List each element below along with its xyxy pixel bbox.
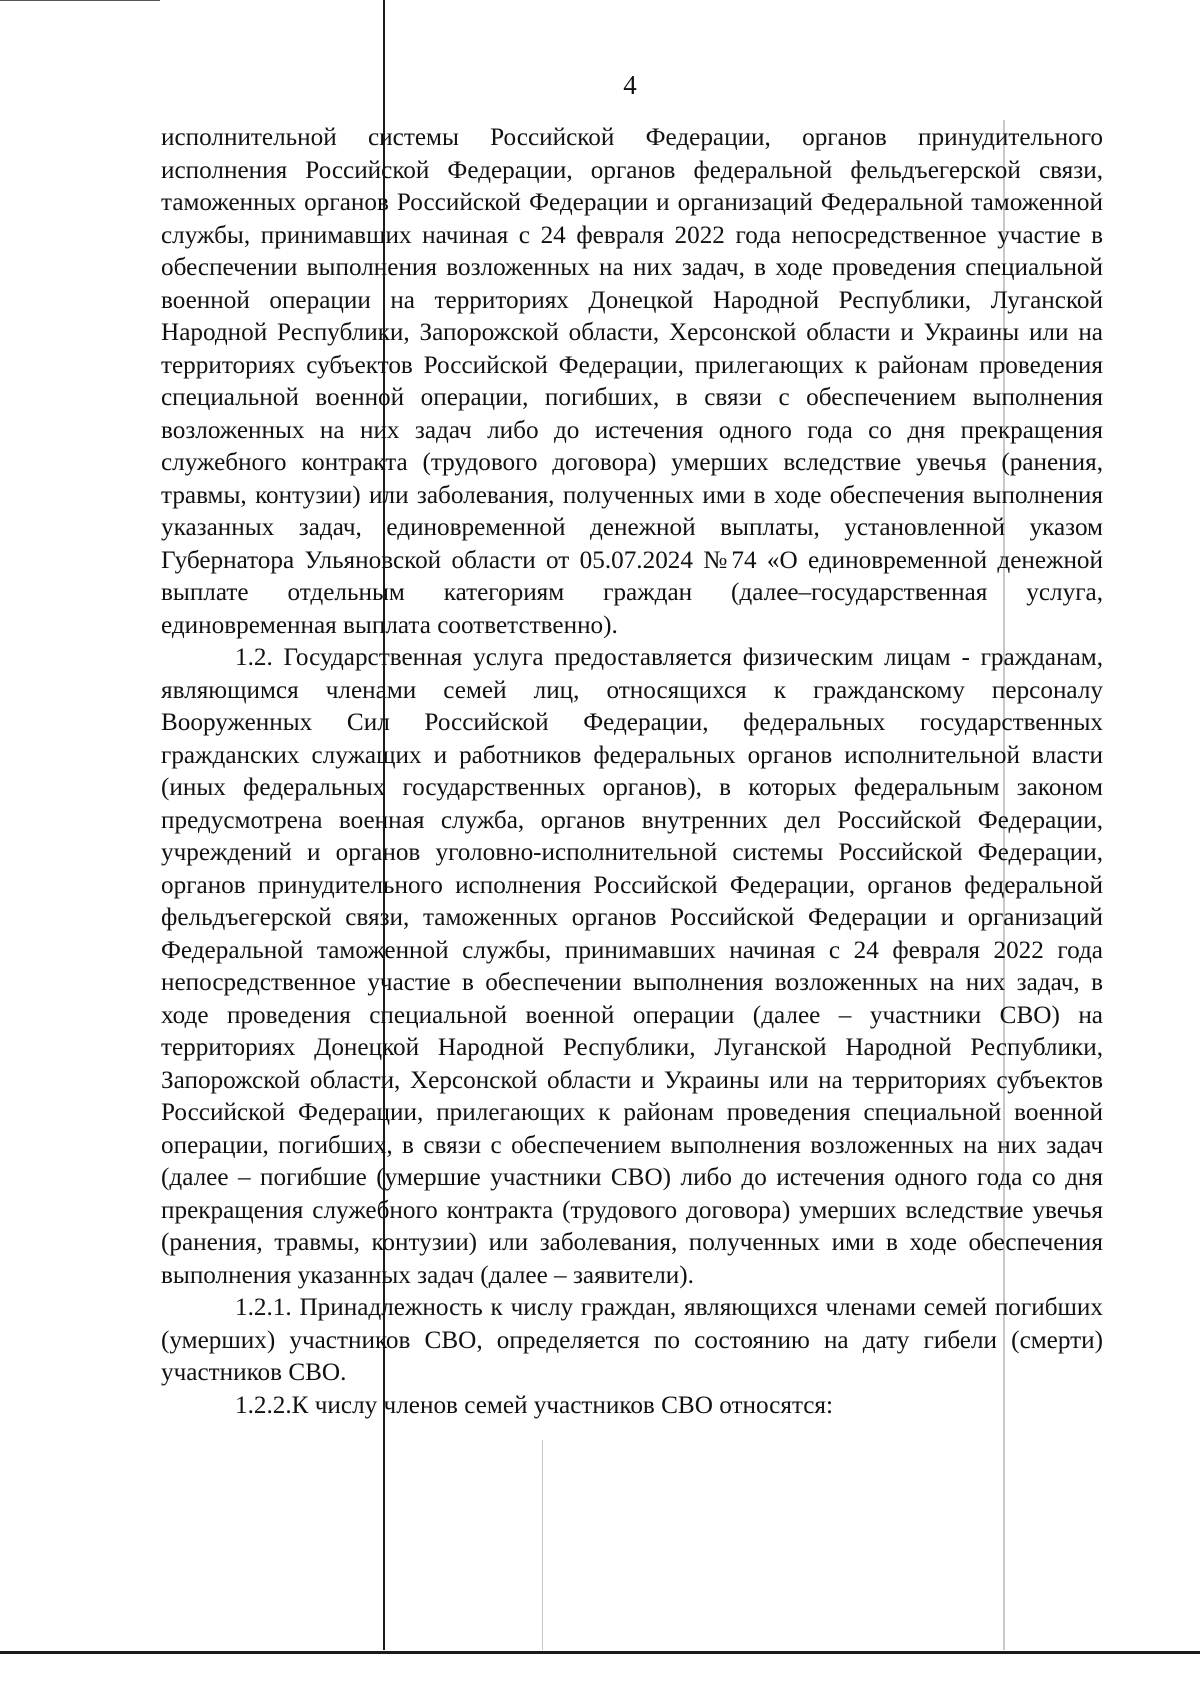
page-number: 4 (623, 70, 637, 100)
scan-bottom-edge (0, 1651, 1200, 1654)
scan-top-edge (0, 0, 160, 1)
paragraph-1-2: 1.2. Государственная услуга предоставляется физическим лицам - гражданам, являющимся членами семей лиц, относящихся к гражданскому персоналу Вооруженных Сил Российской Федерации, федеральных государственных гражданских служащих и работников федеральных органов исполнительной власти (иных федеральных государственных органов), в которых федеральным законом предусмотрена военная служба, органов внутренних дел Российской Федерации, учреждений и органов уголовно-исполнительной системы Российской Федерации, органов принудительного исполнения Российской Федерации, органов федеральной фельдъегерской связи, таможенных органов Российской Федерации и организаций Федеральной таможенной службы, принимавших начиная с 24 февраля 2022 года непосредственное участие в обеспечении выполнения возложенных на них задач, в ходе проведения специальной военной операции (далее – участники СВО) на территориях Донецкой Народной Республики, Луганской Народной Республики, Запорожской области, Херсонской области и Украины или на территориях субъектов Российской Федерации, прилегающих к районам проведения специальной военной операции, погибших, в связи с обеспечением выполнения возложенных на них задач (далее – погибшие (умершие участники СВО) либо до истечения одного года со дня прекращения служебного контракта (трудового договора) умерших вследствие увечья (ранения, травмы, контузии) или заболевания, полученных ими в ходе обеспечения выполнения указанных задач (далее – заявители). (161, 644, 1103, 1289)
paragraph-1-2-2: 1.2.2.К числу членов семей участников СВО относятся: (235, 1391, 834, 1419)
scan-artifact-line-mid (542, 1440, 543, 1650)
document-body (161, 122, 1103, 1422)
paragraph-1-continuation: исполнительной системы Российской Федерации, органов принудительного исполнения Российской Федерации, органов федеральной фельдъегерской связи, таможенных органов Российской Федерации и организаций Федеральной таможенной службы, принимавших начиная с 24 февраля 2022 года непосредственное участие в обеспечении выполнения возложенных на них задач, в ходе проведения специальной военной операции на территориях Донецкой Народной Республики, Луганской Народной Республики, Запорожской области, Херсонской области и Украины или на территориях субъектов Российской Федерации, прилегающих к районам проведения специальной военной операции, погибших, в связи с обеспечением выполнения возложенных на них задач либо до истечения одного года со дня прекращения служебного контракта (трудового договора) умерших вследствие увечья (ранения, травмы, контузии) или заболевания, полученных ими в ходе обеспечения выполнения указанных задач, единовременной денежной выплаты, установленной указом Губернатора Ульяновской области от 05.07.2024 №74 «О единовременной денежной выплате отдельным категориям граждан (далее–государственная услуга, единовременная выплата соответственно). (161, 124, 1103, 639)
paragraph-1-2-1: 1.2.1. Принадлежность к числу граждан, являющихся членами семей погибших (умерших) участников СВО, определяется по состоянию на дату гибели (смерти) участников СВО. (161, 1294, 1103, 1386)
